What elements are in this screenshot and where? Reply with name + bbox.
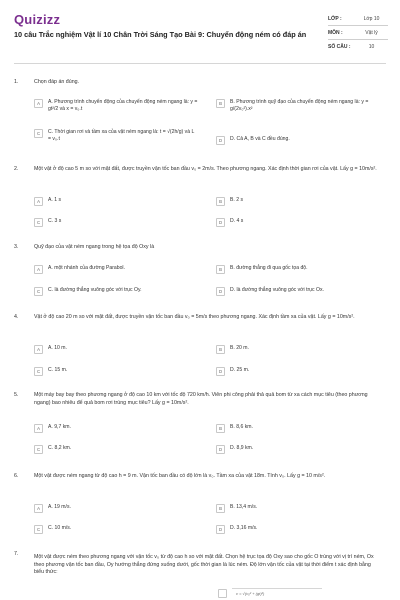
answer-option-b[interactable] (216, 424, 380, 433)
question-1 (14, 79, 386, 149)
meta-value: Vật lý (365, 29, 378, 36)
answer-text: A. một nhánh của đường Parabol. (48, 265, 125, 271)
answer-text: A. 10 m. (48, 345, 67, 351)
question-number: 5. (14, 392, 19, 398)
question-number: 7. (14, 551, 19, 557)
question-text: Chọn đáp án đúng. (34, 79, 80, 85)
answer-text: D. 4 s (230, 218, 244, 224)
question-4 (14, 314, 386, 376)
answer-option-d[interactable] (216, 367, 380, 376)
question-2 (14, 166, 386, 228)
question-text: Một vật ở độ cao 5 m so với mặt đất, được truyền vận tốc ban đầu v₀ = 2m/s. Theo phương ngang. Xác định thời gian rơi của vật. Lấy g = 10m/s². (34, 166, 377, 172)
quiz-meta-table (328, 12, 388, 53)
answer-option-d[interactable] (216, 525, 380, 534)
answer-option-b[interactable] (216, 265, 380, 274)
option-letter-box: A (34, 99, 43, 108)
option-letter-box: B (216, 197, 225, 206)
answer-text: C. 15 m. (48, 367, 68, 373)
answer-option-d[interactable] (216, 287, 380, 296)
option-letter-box: D (216, 445, 225, 454)
question-text: Vật ở độ cao 20 m so với mặt đất, được truyền vận tốc ban đầu v₀ = 5m/s theo phương ngang. Xác định tầm xa của vật. Lấy g = 10m/s². (34, 314, 355, 320)
answer-text: B. 2 s (230, 197, 244, 203)
answer-option-d[interactable] (216, 445, 380, 454)
answer-text: B. Phương trình quỹ đạo của chuyển động ném ngang là: y = g/(2v₀²).x² (230, 99, 369, 112)
answer-text: C. 10 m/s. (48, 525, 72, 531)
answer-text: C. Thời gian rơi và tầm xa của vật ném ngang là: t = √(2h/g) và L = v₀.t (48, 129, 195, 142)
answer-text: A. 1 s (48, 197, 62, 203)
answer-option-b[interactable] (216, 197, 380, 206)
answer-text: B. đường thẳng đi qua gốc tọa độ. (230, 265, 308, 271)
option-letter-box: A (34, 265, 43, 274)
answer-option-d[interactable] (216, 136, 380, 145)
question-text: Quỹ đạo của vật ném ngang trong hệ tọa độ Oxy là (34, 244, 155, 250)
option-letter-box: C (34, 367, 43, 376)
answer-text: B. 13,4 m/s. (230, 504, 258, 510)
meta-label: LỚP : (328, 15, 342, 22)
option-letter-box: D (216, 218, 225, 227)
option-letter-box: B (216, 265, 225, 274)
answer-text: C. 8,2 km. (48, 445, 72, 451)
option-letter-box: D (216, 136, 225, 145)
answer-option-c[interactable] (34, 525, 198, 534)
meta-row-count (328, 40, 388, 53)
answer-text: A. 19 m/s. (48, 504, 71, 510)
option-letter-box: C (34, 218, 43, 227)
meta-value: 10 (368, 43, 375, 50)
option-letter-box: D (216, 367, 225, 376)
answer-option-a[interactable] (34, 197, 198, 206)
option-letter-box: C (34, 129, 43, 138)
answer-text: C. 3 s (48, 218, 62, 224)
answer-text: B. 20 m. (230, 345, 249, 351)
question-text: Một vật được ném ngang từ độ cao h = 9 m. Vận tốc ban đầu có độ lớn là v₀. Tầm xa của vật 18m. Tính v₀. Lấy g = 10 m/s². (34, 473, 326, 479)
question-text: Một vật được ném theo phương ngang với vận tốc v₀ từ độ cao h so với mặt đất. Chọn hệ trục tọa độ Oxy sao cho gốc O trùng với vị trí ném, Ox theo phương vận tốc ban đầu, Oy hướng thẳng đứng xuống dưới, gốc thời gian là lúc ném. Độ lớn vận tốc của vật tại thời điểm t xác định bằng biểu thức: (34, 554, 374, 575)
answer-text: C. là đường thẳng vuông góc với trục Oy. (48, 287, 142, 293)
answer-text: D. 8,9 km. (230, 445, 254, 451)
answer-option-a[interactable] (34, 424, 198, 433)
question-3 (14, 244, 386, 299)
answer-option-c[interactable] (34, 287, 198, 296)
answer-text: D. 3,16 m/s. (230, 525, 258, 531)
option-letter-box: D (216, 525, 225, 534)
option-letter-box: C (34, 287, 43, 296)
answer-option-c[interactable] (34, 367, 198, 376)
answer-option-a[interactable] (34, 345, 198, 354)
option-letter-box: B (216, 345, 225, 354)
question-number: 3. (14, 244, 19, 250)
option-letter-box (218, 589, 227, 598)
answer-option-b[interactable] (216, 504, 380, 513)
answer-option-partial[interactable] (232, 588, 322, 599)
answer-option-c[interactable] (34, 445, 198, 454)
question-7 (14, 551, 386, 585)
meta-label: SỐ CÂU : (328, 43, 351, 50)
answer-option-d[interactable] (216, 218, 380, 227)
meta-label: MÔN : (328, 29, 343, 36)
meta-row-class (328, 12, 388, 26)
option-letter-box: A (34, 197, 43, 206)
meta-value: Lớp 10 (363, 15, 380, 22)
answer-option-a[interactable] (34, 265, 198, 274)
question-number: 1. (14, 79, 19, 85)
question-5 (14, 392, 386, 455)
option-letter-box: A (34, 424, 43, 433)
quizizz-logo: Quizizz (14, 12, 61, 27)
option-letter-box: C (34, 445, 43, 454)
answer-option-c[interactable] (34, 129, 198, 142)
answer-text: A. Phương trình chuyển động của chuyển động ném ngang là: y = gt²/2 và x = v₀.t (48, 99, 198, 112)
answer-text: A. 9,7 km. (48, 424, 71, 430)
answer-text: D. 25 m. (230, 367, 250, 373)
quiz-title: 10 câu Trắc nghiệm Vật lí 10 Chân Trời Sáng Tạo Bài 9: Chuyển động ném có đáp án (14, 30, 307, 39)
option-letter-box: D (216, 287, 225, 296)
option-letter-box: A (34, 345, 43, 354)
question-text: Một máy bay bay theo phương ngang ở độ cao 10 km với tốc độ 720 km/h. Viên phi công phải thả quả bom từ xa cách mục tiêu (theo phương ngang) bao nhiêu để quả bom rơi trúng mục tiêu? Lấy g = 10m/s². (34, 392, 368, 406)
answer-option-c[interactable] (34, 218, 198, 227)
answer-option-a[interactable] (34, 99, 198, 112)
answer-option-b[interactable] (216, 99, 380, 112)
meta-row-subject (328, 26, 388, 40)
option-letter-box: B (216, 99, 225, 108)
question-number: 2. (14, 166, 19, 172)
header-divider (14, 63, 386, 64)
option-letter-box: B (216, 504, 225, 513)
answer-option-b[interactable] (216, 345, 380, 354)
answer-text: D. Cả A, B và C đều đúng. (230, 136, 290, 142)
answer-text: B. 8,6 km. (230, 424, 253, 430)
option-letter-box: A (34, 504, 43, 513)
option-letter-box: C (34, 525, 43, 534)
formula-text: v = √(v₀² + (gt)²) (236, 591, 265, 596)
question-number: 4. (14, 314, 19, 320)
option-letter-box: B (216, 424, 225, 433)
question-6 (14, 473, 386, 535)
answer-option-a[interactable] (34, 504, 198, 513)
answer-text: D. là đường thẳng vuông góc với trục Ox. (230, 287, 324, 293)
question-number: 6. (14, 473, 19, 479)
